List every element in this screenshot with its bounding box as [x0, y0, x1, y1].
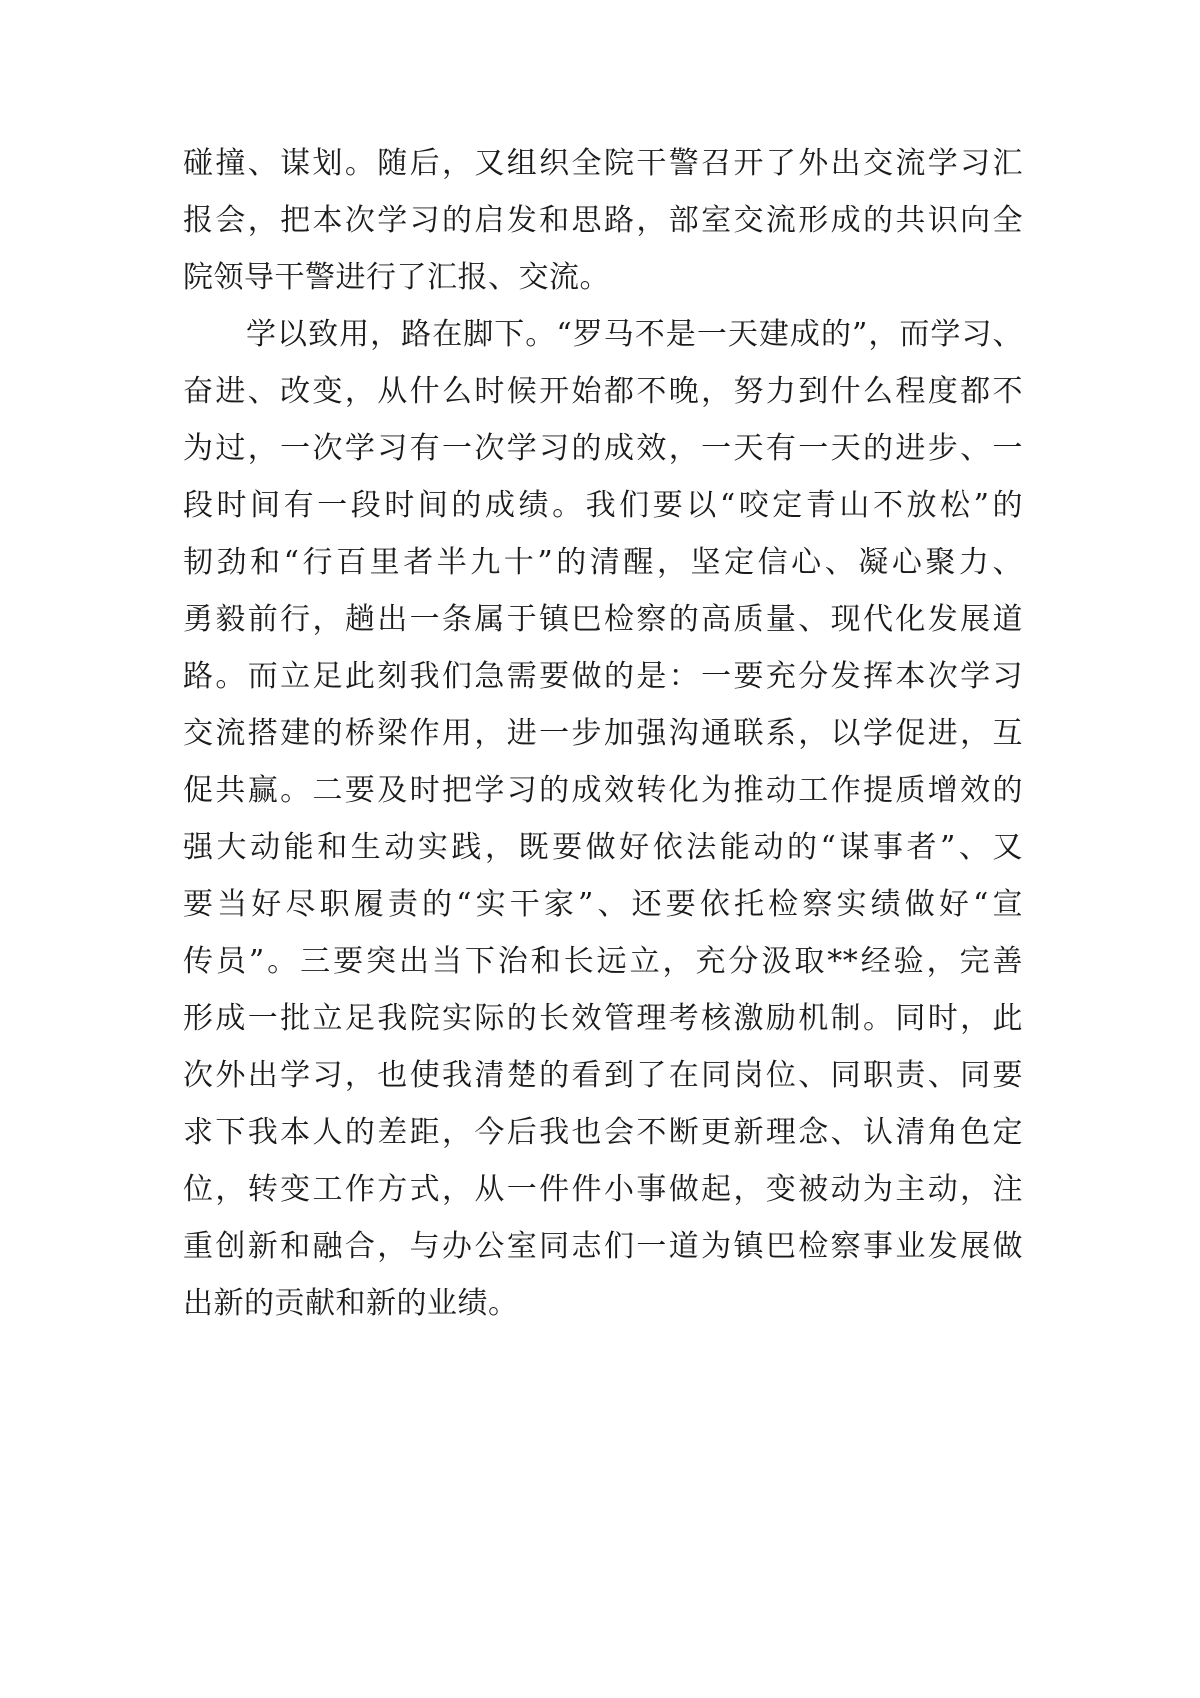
paragraph-1-line-1: 碰撞、谋划。随后，又组织全院干警召开了外出交流学习汇 [183, 146, 1023, 181]
paragraph-2-line-4: 段时间有一段时间的成绩。我们要以“咬定青山不放松”的 [183, 488, 1023, 523]
paragraph-2-line-2: 奋进、改变，从什么时候开始都不晚，努力到什么程度都不 [183, 374, 1023, 409]
paragraph-2-line-1: 学以致用，路在脚下。“罗马不是一天建成的”，而学习、 [246, 317, 1023, 352]
paragraph-2-line-10: 强大动能和生动实践，既要做好依法能动的“谋事者”、又 [183, 830, 1023, 865]
paragraph-2-line-11: 要当好尽职履责的“实干家”、还要依托检察实绩做好“宣 [183, 887, 1023, 922]
paragraph-2-line-6: 勇毅前行，趟出一条属于镇巴检察的高质量、现代化发展道 [183, 602, 1023, 637]
paragraph-1-line-3: 院领导干警进行了汇报、交流。 [183, 260, 610, 295]
paragraph-2-line-15: 求下我本人的差距，今后我也会不断更新理念、认清角色定 [183, 1115, 1023, 1150]
paragraph-2-line-12: 传员”。三要突出当下治和长远立，充分汲取**经验，完善 [183, 944, 1023, 979]
paragraph-2-line-18: 出新的贡献和新的业绩。 [183, 1286, 519, 1321]
paragraph-1-line-2: 报会，把本次学习的启发和思路，部室交流形成的共识向全 [183, 203, 1023, 238]
paragraph-2-line-13: 形成一批立足我院实际的长效管理考核激励机制。同时，此 [183, 1001, 1023, 1036]
paragraph-2-line-16: 位，转变工作方式，从一件件小事做起，变被动为主动，注 [183, 1172, 1023, 1207]
paragraph-2-line-17: 重创新和融合，与办公室同志们一道为镇巴检察事业发展做 [183, 1229, 1023, 1264]
paragraph-2-line-9: 促共赢。二要及时把学习的成效转化为推动工作提质增效的 [183, 773, 1023, 808]
paragraph-2-line-5: 韧劲和“行百里者半九十”的清醒，坚定信心、凝心聚力、 [183, 545, 1023, 580]
paragraph-2-line-14: 次外出学习，也使我清楚的看到了在同岗位、同职责、同要 [183, 1058, 1023, 1093]
paragraph-2-line-8: 交流搭建的桥梁作用，进一步加强沟通联系，以学促进，互 [183, 716, 1023, 751]
paragraph-2-line-7: 路。而立足此刻我们急需要做的是：一要充分发挥本次学习 [183, 659, 1023, 694]
paragraph-2-line-3: 为过，一次学习有一次学习的成效，一天有一天的进步、一 [183, 431, 1023, 466]
